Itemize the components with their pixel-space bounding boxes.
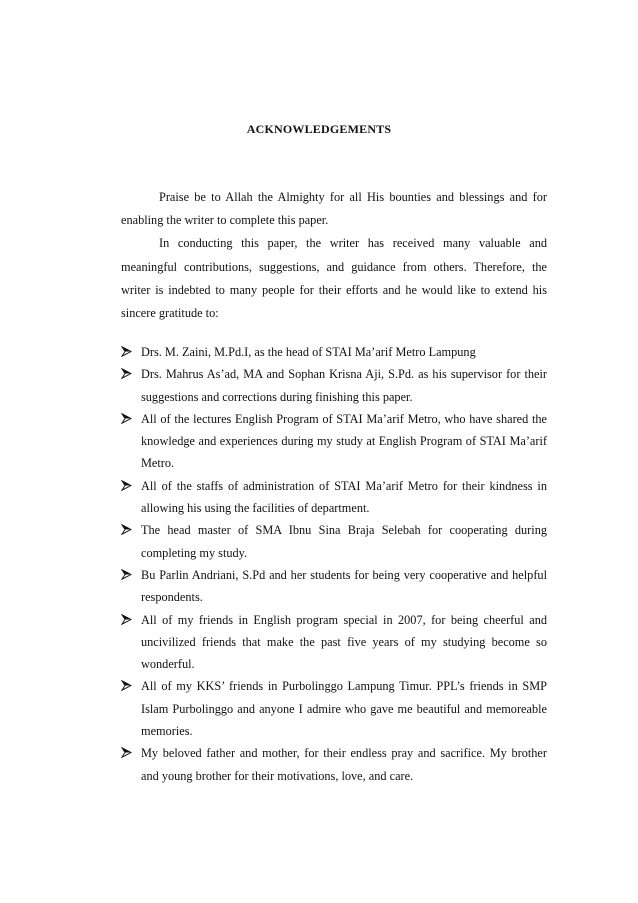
list-item: [121, 475, 547, 520]
list-item-text: All of the staffs of administration of STAI Ma’arif Metro for their kindness in allowing his using the facilities of department.: [141, 478, 547, 516]
page-title: ACKNOWLEDGEMENTS: [246, 122, 392, 136]
list-item-text: Drs. M. Zaini, M.Pd.I, as the head of STAI Ma’arif Metro Lampung: [141, 345, 476, 359]
arrow-bullet-icon: [121, 408, 135, 430]
list-item: [121, 742, 547, 787]
arrow-bullet-icon: [121, 609, 135, 631]
arrow-bullet-icon: [121, 475, 135, 497]
arrow-bullet-icon: [121, 363, 135, 385]
intro-paragraph: In conducting this paper, the writer has received many valuable and meaningful contributions, suggestions, and guidance from others. Therefore, the writer is indebted to many people for their efforts and he would like to extend his sincere gratitude to:: [121, 236, 547, 321]
list-item-text: Drs. Mahrus As’ad, MA and Sophan Krisna Aji, S.Pd. as his supervisor for their suggestions and corrections during finishing this paper.: [141, 367, 547, 404]
list-item: [121, 564, 547, 609]
list-item-text: Bu Parlin Andriani, S.Pd and her students for being very cooperative and helpful respondents.: [141, 567, 547, 605]
list-item-text: The head master of SMA Ibnu Sina Braja Selebah for cooperating during completing my study.: [141, 523, 547, 560]
gratitude-list: [121, 341, 547, 787]
arrow-bullet-icon: [121, 675, 135, 697]
arrow-bullet-icon: [121, 519, 135, 541]
list-item: [121, 408, 547, 475]
list-item: [121, 341, 547, 363]
intro-paragraph: Praise be to Allah the Almighty for all His bounties and blessings and for enabling the writer to complete this paper.: [121, 190, 547, 228]
list-item: [121, 609, 547, 676]
list-item-text: My beloved father and mother, for their endless pray and sacrifice. My brother and young brother for their motivations, love, and care.: [141, 746, 547, 783]
arrow-bullet-icon: [121, 341, 135, 363]
arrow-bullet-icon: [121, 742, 135, 764]
list-item-text: All of my friends in English program special in 2007, for being cheerful and uncivilized friends that make the past five years of my studying become so wonderful.: [141, 612, 547, 672]
list-item: [121, 675, 547, 742]
list-item: [121, 519, 547, 564]
list-item-text: All of the lectures English Program of STAI Ma’arif Metro, who have shared the knowledge and experiences during my study at English Program of STAI Ma’arif Metro.: [141, 411, 547, 471]
list-item-text: All of my KKS’ friends in Purbolinggo Lampung Timur. PPL’s friends in SMP Islam Purbolinggo and anyone I admire who gave me beautiful and memoreable memories.: [141, 679, 547, 739]
arrow-bullet-icon: [121, 564, 135, 586]
intro-text: [121, 186, 547, 325]
list-item: [121, 363, 547, 408]
